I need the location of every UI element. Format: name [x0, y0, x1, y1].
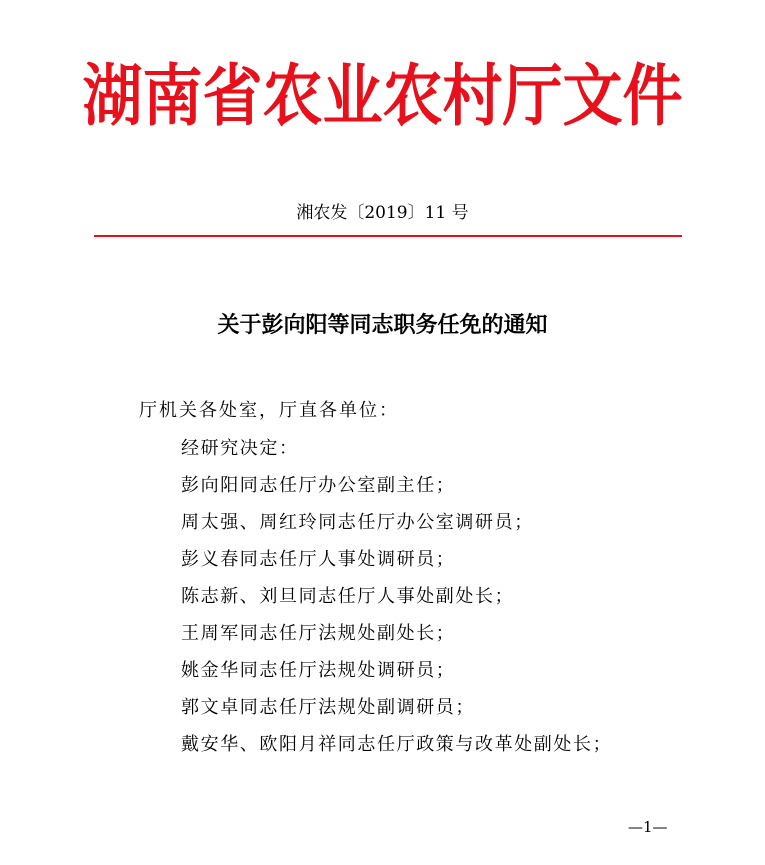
body-line: 经研究决定：: [181, 438, 299, 459]
document-title: 关于彭向阳等同志职务任免的通知: [217, 312, 548, 338]
body-line: 姚金华同志任厅法规处调研员；: [181, 660, 456, 681]
masthead-title: 湖南省农业农村厅文件: [82, 57, 683, 136]
body-line: 彭向阳同志任厅办公室副主任；: [181, 475, 456, 496]
red-divider-line: [94, 235, 682, 237]
body-line: 彭义春同志任厅人事处调研员；: [181, 549, 456, 570]
body-line: 陈志新、刘旦同志任厅人事处副处长；: [181, 586, 515, 607]
body-line: 王周军同志任厅法规处副处长；: [181, 623, 456, 644]
page-number: —1—: [628, 818, 668, 836]
body-line: 郭文卓同志任厅法规处副调研员；: [181, 697, 475, 718]
body-line: 周太强、周红玲同志任厅办公室调研员；: [181, 512, 534, 533]
appointment-list: [181, 435, 612, 768]
salutation: 厅机关各处室，厅直各单位：: [139, 400, 399, 421]
document-number: 湘农发〔2019〕11 号: [296, 203, 469, 223]
body-line: 戴安华、欧阳月祥同志任厅政策与改革处副处长；: [181, 734, 613, 755]
